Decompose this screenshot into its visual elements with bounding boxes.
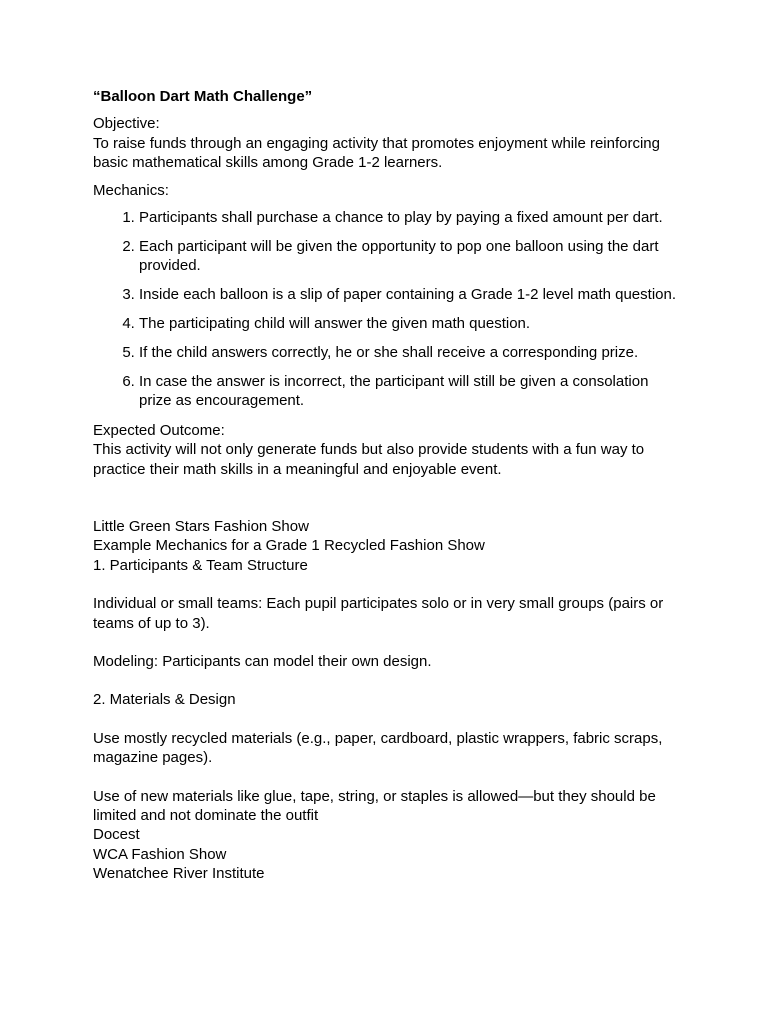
section-heading-materials: 2. Materials & Design	[93, 691, 236, 709]
materials-text: Use mostly recycled materials (e.g., paper, cardboard, plastic wrappers, fabric scraps, magazine pages).	[93, 729, 663, 767]
footer-line: WCA Fashion Show	[93, 845, 227, 863]
fashion-section	[93, 517, 678, 884]
list-item: 2. Each participant will be given the opportunity to pop one balloon using the dart provided.	[139, 237, 678, 276]
list-item: 6. In case the answer is incorrect, the participant will still be given a consolation prize as encouragement.	[139, 372, 678, 411]
document-title: “Balloon Dart Math Challenge”	[93, 88, 313, 105]
spacer	[93, 575, 678, 594]
list-item: 4. The participating child will answer the given math question.	[139, 314, 678, 333]
teams-text: Individual or small teams: Each pupil participates solo or in very small groups (pairs or teams of up to 3).	[93, 595, 664, 632]
objective-text: To raise funds through an engaging activity that promotes enjoyment while reinforcing basic mathematical skills among Grade 1-2 learners.	[93, 134, 660, 172]
spacer	[93, 633, 678, 652]
list-item: 5. If the child answers correctly, he or she shall receive a corresponding prize.	[139, 343, 678, 362]
objective-heading: Objective:	[93, 115, 160, 133]
spacer	[93, 768, 678, 787]
section-heading-participants: 1. Participants & Team Structure	[93, 556, 308, 574]
objective-section	[93, 114, 678, 172]
footer-line: Wenatchee River Institute	[93, 865, 265, 883]
outcome-section	[93, 421, 678, 479]
footer-line: Docest	[93, 826, 140, 844]
mechanics-section	[93, 181, 678, 411]
spacer	[93, 671, 678, 690]
list-item: 3. Inside each balloon is a slip of paper containing a Grade 1-2 level math question.	[139, 285, 678, 304]
outcome-heading: Expected Outcome:	[93, 421, 225, 439]
fashion-subtitle: Example Mechanics for a Grade 1 Recycled Fashion Show	[93, 537, 485, 555]
mechanics-list	[93, 208, 678, 411]
fashion-title: Little Green Stars Fashion Show	[93, 518, 309, 535]
new-materials-text: Use of new materials like glue, tape, string, or staples is allowed—but they should be limited and not dominate the outfit	[93, 787, 656, 825]
spacer	[93, 710, 678, 729]
modeling-text: Modeling: Participants can model their own design.	[93, 653, 432, 671]
outcome-text: This activity will not only generate funds but also provide students with a fun way to practice their math skills in a meaningful and enjoyable event.	[93, 441, 645, 478]
spacer	[93, 479, 678, 517]
list-item: 1. Participants shall purchase a chance to play by paying a fixed amount per dart.	[139, 208, 678, 227]
mechanics-heading: Mechanics:	[93, 181, 169, 199]
